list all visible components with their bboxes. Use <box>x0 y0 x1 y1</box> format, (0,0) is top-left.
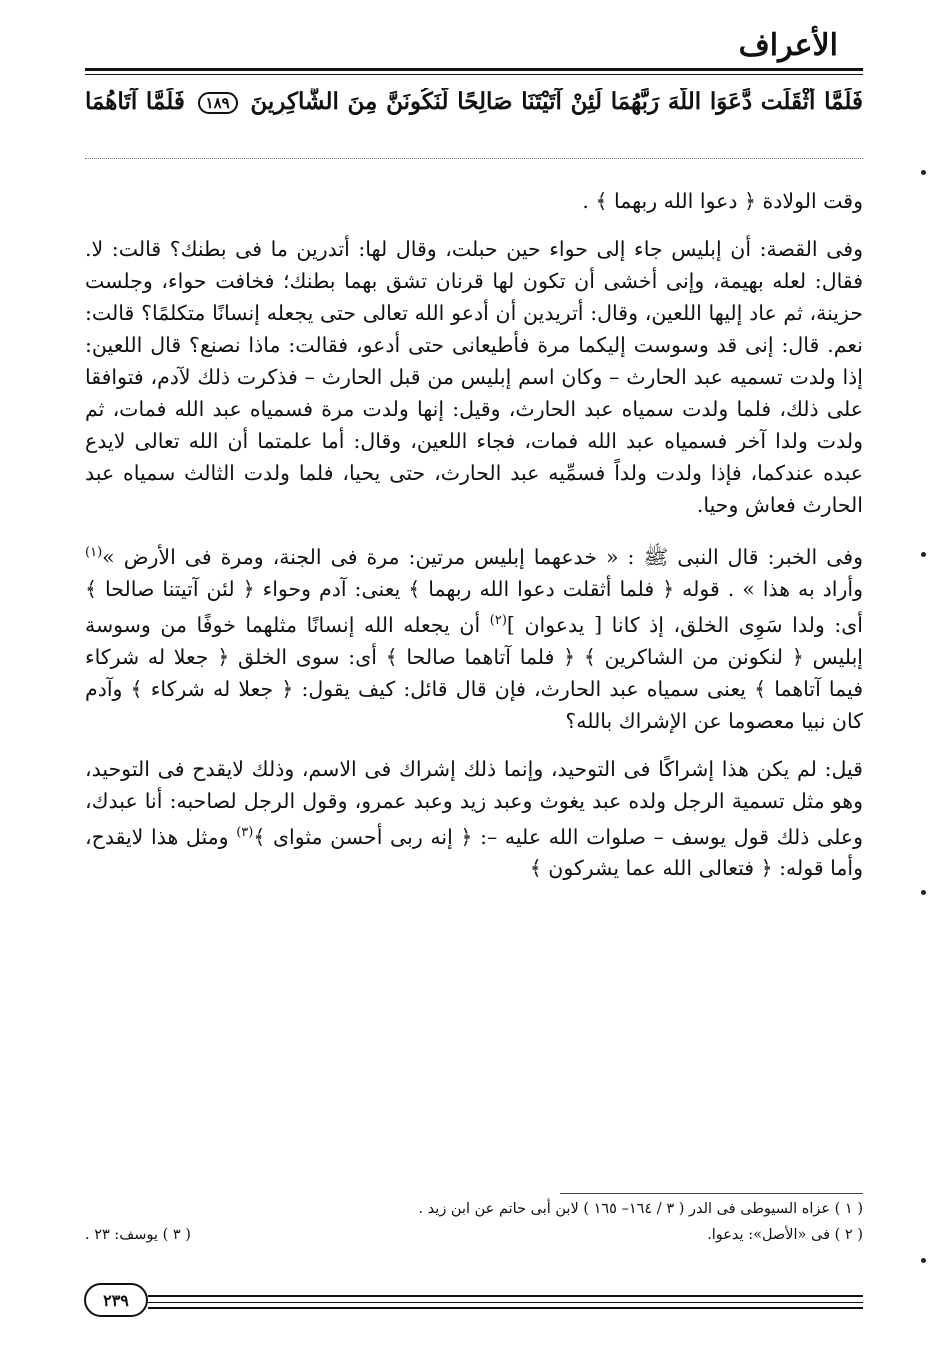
paragraph-4-text-b: ومثل هذا لايقدح، وأما قوله: ﴿ فتعالى الله عما يشركون ﴾ <box>85 824 863 881</box>
paragraph-3-text-c: أن يجعله الله إنسانًا مثلهما خوفًا من وسوسة إبليس ﴿ لنكونن من الشاكرين ﴾ ﴿ فلما آتاهما صالحا ﴾ أى: سوى الخلق ﴿ جعلا له شركاء فيما آتاهما ﴾ يعنى سمياه عبد الحارث، فإن قال قائل: كيف يقول: ﴿ جعلا له شركاء ﴾ وآدم كان نبيا معصوما عن الإشراك بالله؟ <box>85 612 863 733</box>
footnote-ref-1: (١) <box>85 545 103 560</box>
paragraph-2: وفى القصة: أن إبليس جاء إلى حواء حين حبلت، وقال لها: أتدرين ما فى بطنك؟ قالت: لا. فقال: لعله بهيمة، وإنى أخشى أن تكون لها قرنان تشق بهما بطنك؛ فخافت حواء، وجلست حزينة، ثم عاد إليها اللعين، وقال: أتريدين أن أدعو الله تعالى حتى يجعله إنسانًا متكلمًا؟ قالت: نعم. قال: إنى قد وسوست إليكما مرة فأطيعانى حتى أدعو، فقالت: ماذا نصنع؟ قال اللعين: إذا ولدت تسميه عبد الحارث – وكان اسم إبليس من قبل الحارث – فذكرت ذلك لآدم، فتوافقا على ذلك، فلما ولدت سمياه عبد الحارث، وقيل: إنها ولدت مرة فسمياه عبد الله فمات، ثم ولدت ولدا آخر فسمياه عبد الله فمات، فجاء اللعين، وقال: أما علمتما أن الله تعالى لايدع عبده عندكما، فإذا ولدت ولداً فسمِّيه عبد الحارث، حتى يحيا، فلما ولدت الثالث سمياه عبد الحارث فعاش وحيا. <box>85 237 863 517</box>
commentary-text <box>85 185 863 900</box>
ayah-number-marker: ١٨٩ <box>198 92 238 114</box>
footer-rule-2 <box>148 1302 863 1303</box>
paragraph-3 <box>85 537 863 737</box>
header-rule-thick <box>85 68 863 71</box>
footer-rule-1 <box>148 1295 863 1297</box>
verse-separator <box>85 158 863 159</box>
paragraph-3-text-a: وفى الخبر: قال النبى ﷺ : « خدعهما إبليس مرتين: مرة فى الجنة، ومرة فى الأرض » <box>102 544 863 569</box>
footnote-2: ( ٢ ) فى «الأصل»: يدعوا. <box>707 1227 863 1243</box>
margin-dot-1 <box>921 170 926 175</box>
footnote-3: ( ٣ ) يوسف: ٢٣ . <box>85 1227 191 1243</box>
footnote-ref-2: (٢) <box>489 612 507 628</box>
footer-rule-3 <box>148 1307 863 1309</box>
page-number: ٢٣٩ <box>84 1283 148 1317</box>
quran-verse-header <box>85 88 863 115</box>
verse-text-part2: فَلَمَّا آتَاهُمَا <box>85 88 185 115</box>
paragraph-4-text-a: قيل: لم يكن هذا إشراكًا فى التوحيد، وإنما ذلك إشراك فى الاسم، وذلك لايقدح فى التوحيد، وهو مثل تسمية الرجل ولده عبد يغوث وعبد زيد وعبد عمرو، وقول الرجل لصاحبه: أنا عبدك، وعلى ذلك قول يوسف – صلوات الله عليه –: ﴿ إنه ربى أحسن مثواى ﴾ <box>85 756 863 849</box>
footnote-1: ( ١ ) عزاه السيوطى فى الدر ( ٣ / ١٦٤– ١٦٥ ) لابن أبى حاتم عن ابن زيد . <box>418 1201 863 1217</box>
paragraph-4 <box>85 753 863 885</box>
paragraph-1: وقت الولادة ﴿ دعوا الله ربهما ﴾ . <box>582 189 863 213</box>
surah-title: الأعراف <box>738 28 838 63</box>
footnotes <box>85 1196 863 1248</box>
margin-dot-3 <box>921 890 926 895</box>
margin-dot-4 <box>921 1258 926 1263</box>
margin-dot-2 <box>921 552 926 557</box>
verse-text-part1: فَلَمَّا أَثْقَلَت دَّعَوَا اللَّهَ رَبَّهُمَا لَئِنْ آتَيْتَنَا صَالِحًا لَّنَكُونَنَّ مِنَ الشَّاكِرِينَ <box>250 88 863 115</box>
header-rule-thin <box>85 74 863 75</box>
paragraph-3-text-b: وأراد به هذا » . قوله ﴿ فلما أثقلت دعوا الله ربهما ﴾ يعنى: آدم وحواء ﴿ لئن آتيتنا صالحا ﴾ أى: ولدا سَوِى الخلق، إذ كانا [ يدعوان ] <box>85 576 863 637</box>
footnote-rule <box>560 1193 863 1194</box>
footnote-ref-3: (٣) <box>236 824 254 840</box>
